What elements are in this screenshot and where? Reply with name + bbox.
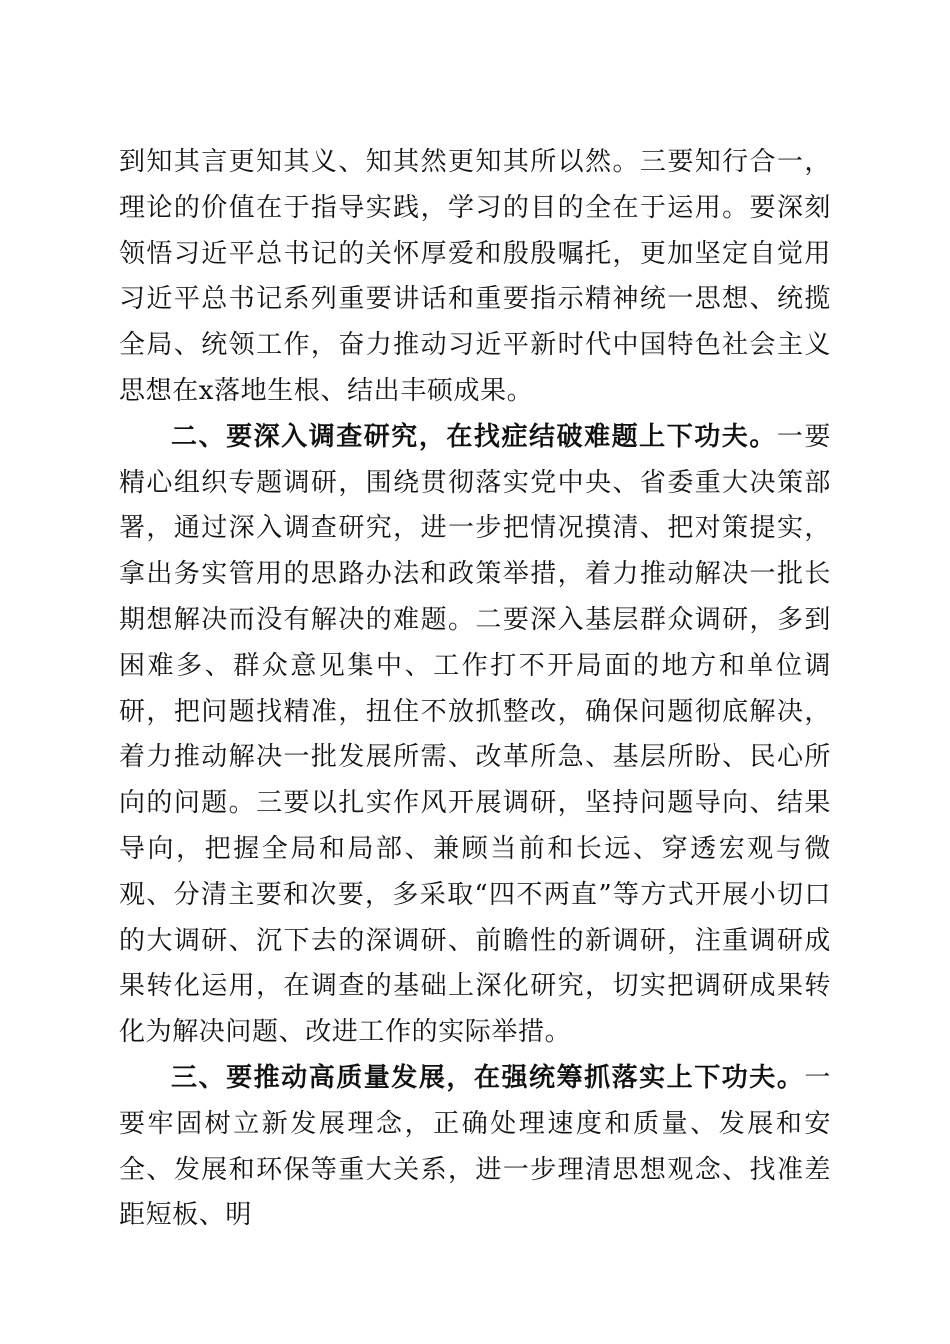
paragraph-3-text: 一要牢固树立新发展理念，正确处理速度和质量、发展和安全、发展和环保等重大关系，进一步理清思想观念、找准差距短板、明 [119,1062,831,1231]
paragraph-1 [119,140,831,415]
paragraph-3 [119,1056,831,1239]
document-body [119,140,831,1239]
paragraph-2 [119,415,831,1056]
section-heading-2: 二、要深入调查研究，在找症结破难题上下功夫。 [171,421,777,452]
paragraph-2-text: 一要精心组织专题调研，围绕贯彻落实党中央、省委重大决策部署，通过深入调查研究，进一步把情况摸清、把对策提实，拿出务实管用的思路办法和政策举措，着力推动解决一批长期想解决而没有解决的难题。二要深入基层群众调研，多到困难多、群众意见集中、工作打不开局面的地方和单位调研，把问题找精准，扭住不放抓整改，确保问题彻底解决，着力推动解决一批发展所需、改革所急、基层所盼、民心所向的问题。三要以扎实作风开展调研，坚持问题导向、结果导向，把握全局和局部、兼顾当前和长远、穿透宏观与微观、分清主要和次要，多采取“四不两直”等方式开展小切口的大调研、沉下去的深调研、前瞻性的新调研，注重调研成果转化运用，在调查的基础上深化研究，切实把调研成果转化为解决问题、改进工作的实际举措。 [119,421,831,1048]
section-heading-3: 三、要推动高质量发展，在强统筹抓落实上下功夫。 [171,1062,805,1093]
paragraph-1-text: 到知其言更知其义、知其然更知其所以然。三要知行合一，理论的价值在于指导实践，学习的目的全在于运用。要深刻领悟习近平总书记的关怀厚爱和殷殷嘱托，更加坚定自觉用习近平总书记系列重要讲话和重要指示精神统一思想、统揽全局、统领工作，奋力推动习近平新时代中国特色社会主义思想在x落地生根、结出丰硕成果。 [119,147,831,406]
